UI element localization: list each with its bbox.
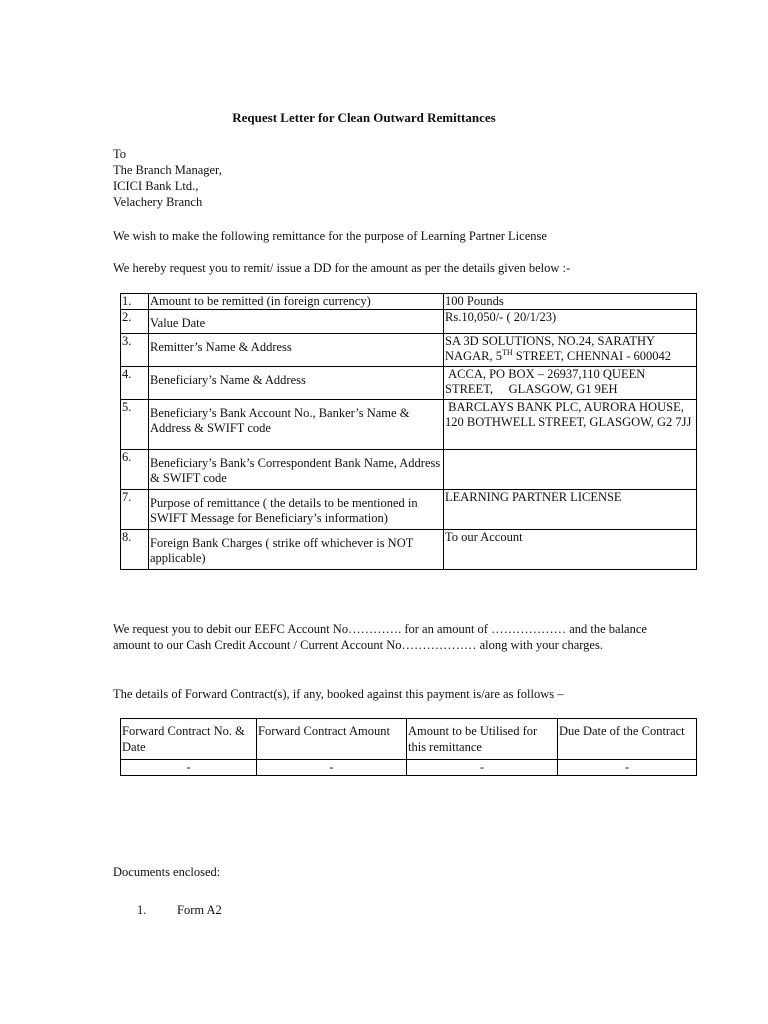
row-number: 3. <box>121 334 149 367</box>
documents-title: Documents enclosed: <box>113 865 221 879</box>
column-header: Forward Contract Amount <box>257 719 407 760</box>
table-row <box>121 334 697 367</box>
table-row <box>121 400 697 450</box>
row-number: 8. <box>121 530 149 570</box>
row-value: To our Account <box>444 530 697 570</box>
table-row <box>121 490 697 530</box>
documents-list <box>137 903 222 918</box>
row-value: 100 Pounds <box>444 294 697 310</box>
row-description: Value Date <box>149 310 444 334</box>
row-value: LEARNING PARTNER LICENSE <box>444 490 697 530</box>
row-description: Beneficiary’s Name & Address <box>149 367 444 400</box>
row-value <box>444 450 697 490</box>
row-description: Beneficiary’s Bank’s Correspondent Bank Name, Address & SWIFT code <box>149 450 444 490</box>
letter-title: Request Letter for Clean Outward Remittances <box>232 110 496 125</box>
table-row <box>121 760 697 776</box>
table-row <box>121 450 697 490</box>
row-description: Amount to be remitted (in foreign currency) <box>149 294 444 310</box>
row-value: ACCA, PO BOX – 26937,110 QUEEN STREET, GLASGOW, G1 9EH <box>444 367 697 400</box>
column-header: Forward Contract No. & Date <box>121 719 257 760</box>
table-row <box>121 367 697 400</box>
row-value: SA 3D SOLUTIONS, NO.24, SARATHY NAGAR, 5TH STREET, CHENNAI - 600042 <box>444 334 697 367</box>
address-line-2: ICICI Bank Ltd., <box>113 179 199 193</box>
row-number: 4. <box>121 367 149 400</box>
row-description: Beneficiary’s Bank Account No., Banker’s Name & Address & SWIFT code <box>149 400 444 450</box>
row-number: 2. <box>121 310 149 334</box>
request-paragraph: We hereby request you to remit/ issue a DD for the amount as per the details given below :- <box>113 261 571 275</box>
forward-contract-paragraph: The details of Forward Contract(s), if any, booked against this payment is/are as follows – <box>113 687 564 701</box>
row-number: 6. <box>121 450 149 490</box>
row-description: Remitter’s Name & Address <box>149 334 444 367</box>
table-cell: - <box>407 760 558 776</box>
row-number: 5. <box>121 400 149 450</box>
row-number: 7. <box>121 490 149 530</box>
row-value: BARCLAYS BANK PLC, AURORA HOUSE, 120 BOTHWELL STREET, GLASGOW, G2 7JJ <box>444 400 697 450</box>
row-value: Rs.10,050/- ( 20/1/23) <box>444 310 697 334</box>
row-description: Purpose of remittance ( the details to be mentioned in SWIFT Message for Beneficiary’s information) <box>149 490 444 530</box>
address-line-1: The Branch Manager, <box>113 163 222 177</box>
recipient-address <box>113 146 222 210</box>
remittance-details-table <box>120 293 697 570</box>
row-number: 1. <box>121 294 149 310</box>
address-to: To <box>113 147 127 161</box>
forward-contract-table <box>120 718 697 776</box>
column-header: Amount to be Utilised for this remittance <box>407 719 558 760</box>
column-header: Due Date of the Contract <box>558 719 697 760</box>
purpose-paragraph: We wish to make the following remittance for the purpose of Learning Partner License <box>113 229 547 243</box>
table-row <box>121 294 697 310</box>
table-cell: - <box>121 760 257 776</box>
table-row <box>121 530 697 570</box>
table-cell: - <box>257 760 407 776</box>
table-row <box>121 310 697 334</box>
debit-paragraph: We request you to debit our EEFC Account No…………. for an amount of ……………… and the balance amount to our Cash Credit Account / Current Account No……………… along with your charges. <box>113 622 647 652</box>
row-description: Foreign Bank Charges ( strike off whichever is NOT applicable) <box>149 530 444 570</box>
list-number: 1. <box>137 903 147 917</box>
list-label: Form A2 <box>177 903 222 917</box>
address-line-3: Velachery Branch <box>113 195 203 209</box>
table-header-row <box>121 719 697 760</box>
table-cell: - <box>558 760 697 776</box>
list-item <box>137 903 222 918</box>
